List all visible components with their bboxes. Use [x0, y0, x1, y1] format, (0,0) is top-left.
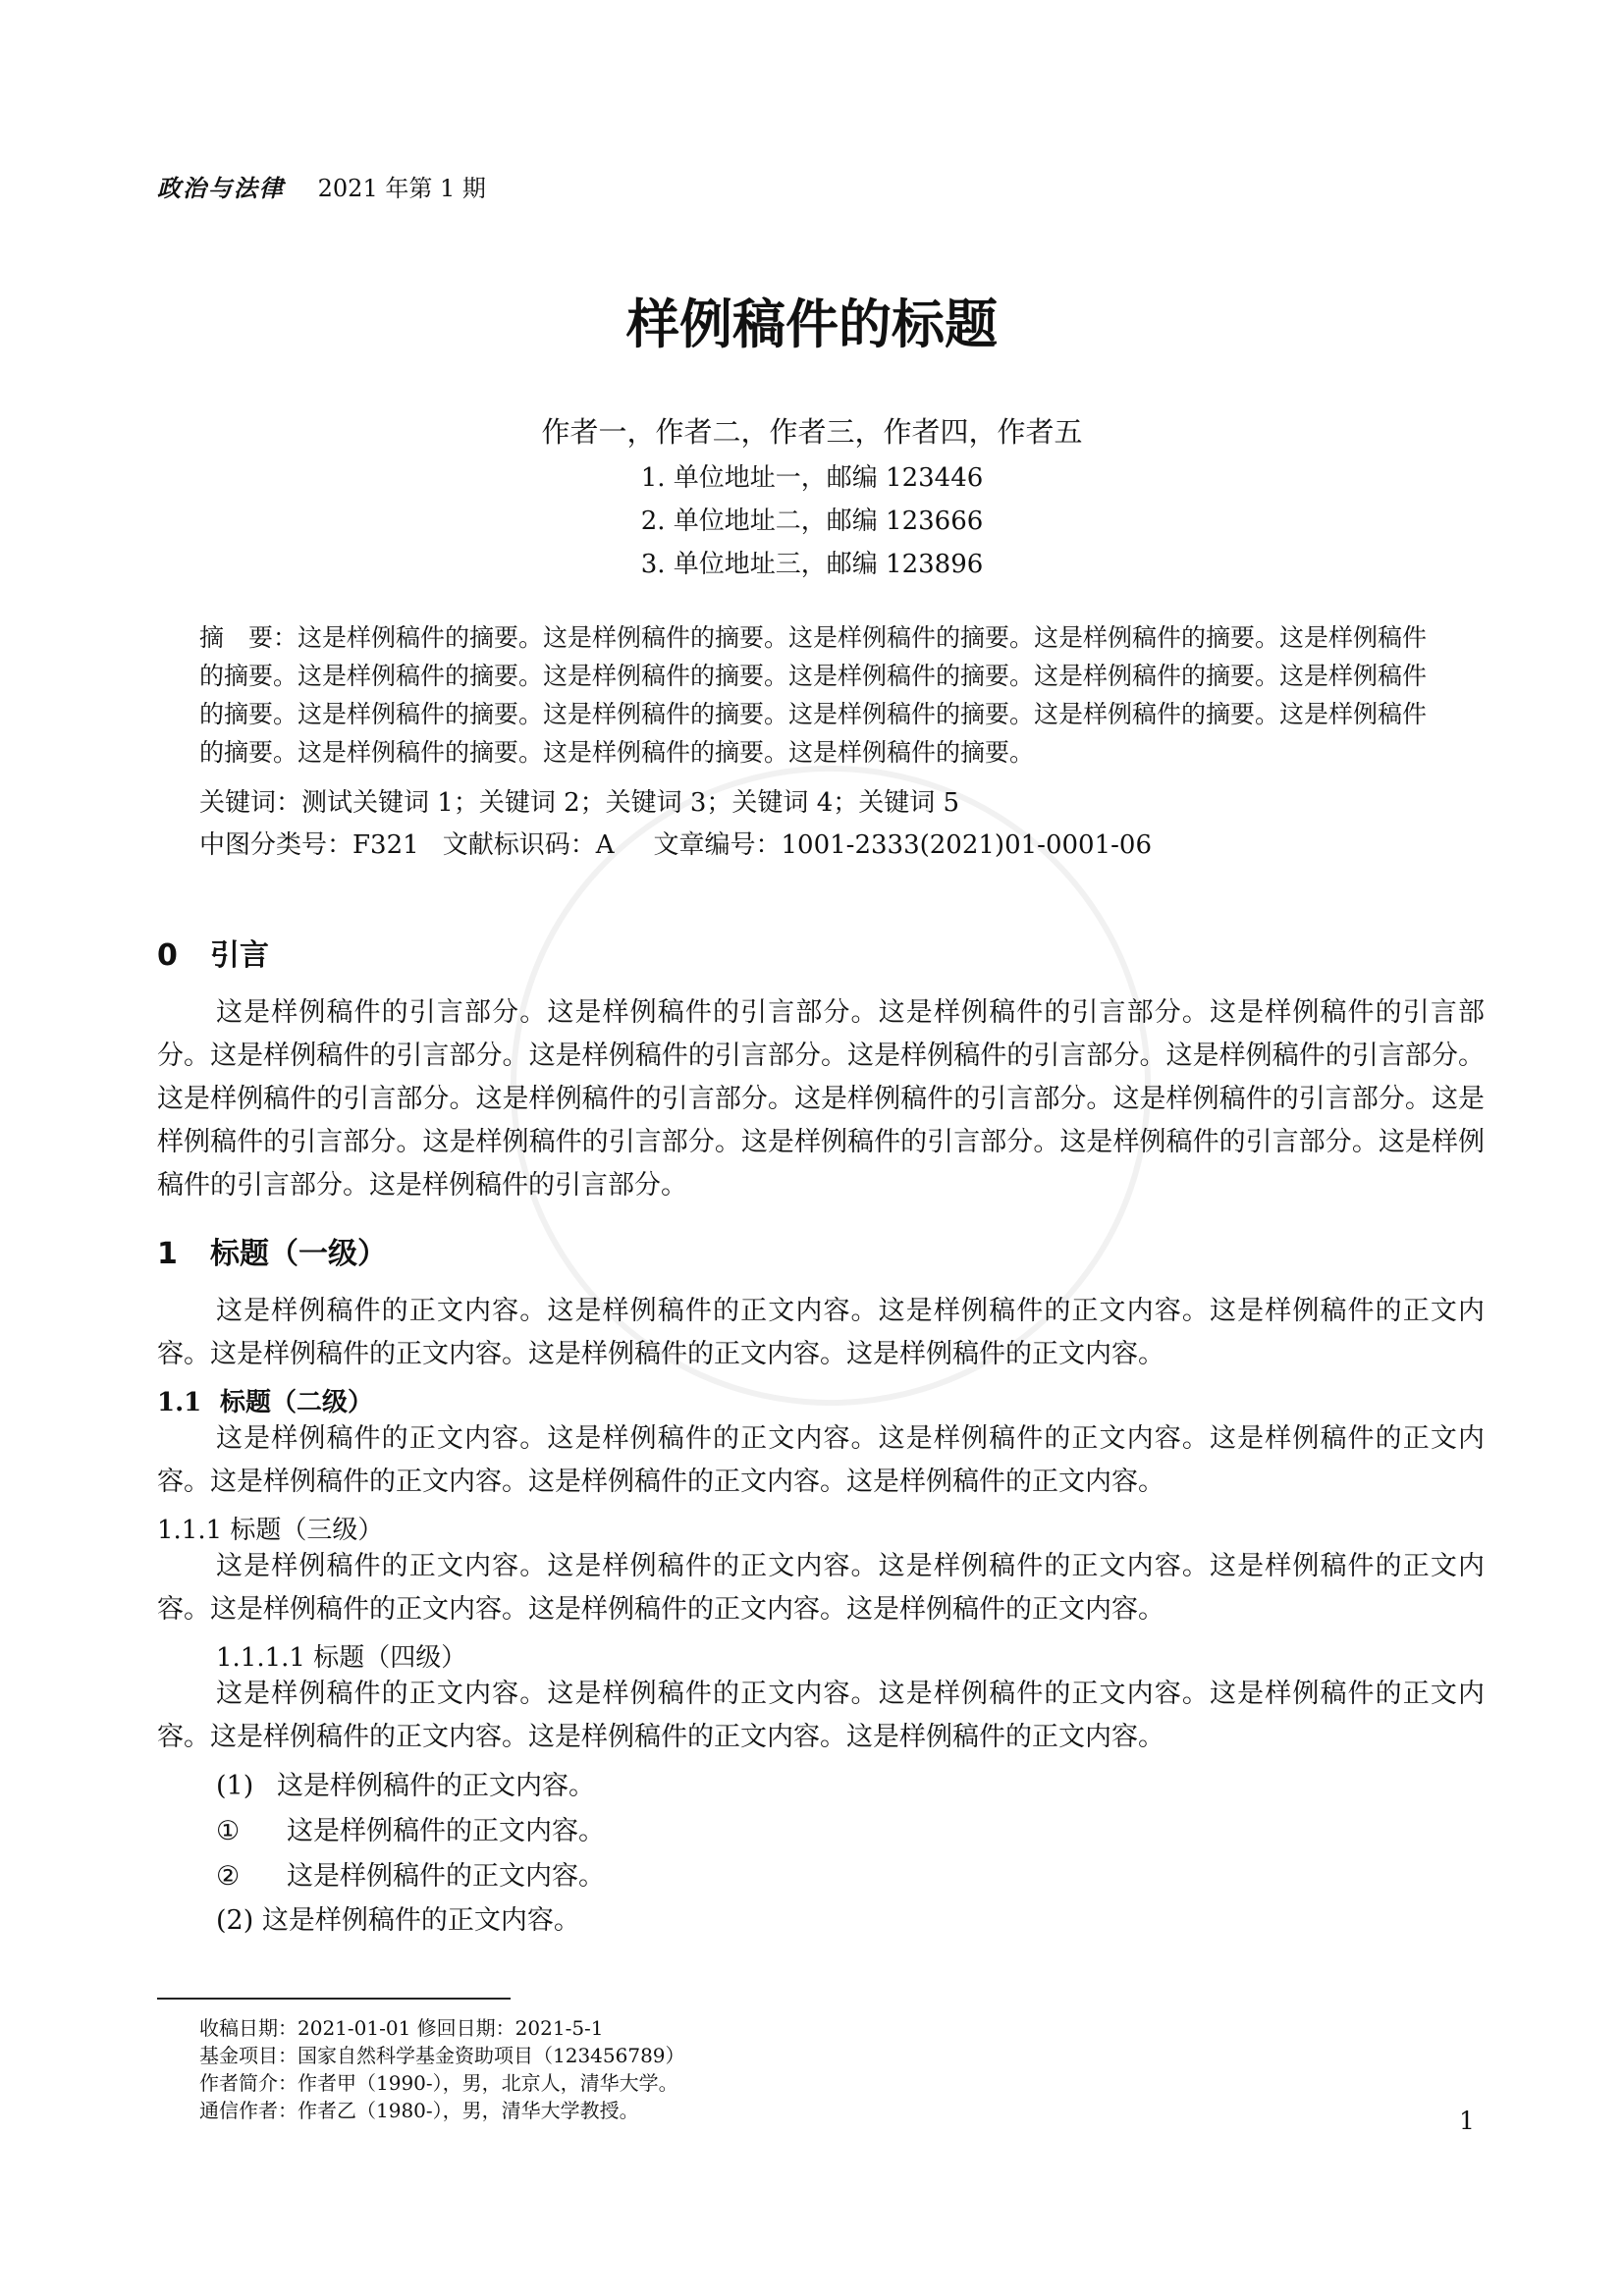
author-list: 作者一，作者二，作者三，作者四，作者五 — [541, 415, 1083, 449]
section-number: 0 — [157, 938, 178, 973]
classification-line — [199, 825, 1152, 861]
keywords-label: 关键词： — [199, 788, 302, 818]
affiliation-3: 3. 单位地址三，邮编 123896 — [640, 550, 984, 579]
footnote-received: 收稿日期：2021-01-01 修回日期：2021-5-1 — [199, 2016, 604, 2040]
section-heading-1 — [157, 1229, 387, 1272]
footnote-author-bio: 作者简介：作者甲（1990-），男，北京人，清华大学。 — [199, 2071, 678, 2095]
article-number-value: 1001-2333(2021)01-0001-06 — [781, 830, 1152, 860]
section-heading-1-1-1-1: 1.1.1.1 标题（四级） — [216, 1643, 467, 1673]
doc-code-label: 文献标识码： — [442, 830, 596, 860]
section-1-1-1-1-paragraph: 这是样例稿件的正文内容。这是样例稿件的正文内容。这是样例稿件的正文内容。这是样例稿件的正文内容。这是样例稿件的正文内容。这是样例稿件的正文内容。这是样例稿件的正文内容。 — [157, 1679, 1485, 1752]
clc-value: F321 — [352, 830, 419, 860]
issue-number: 2021 年第 1 期 — [317, 175, 486, 202]
doc-code-value: A — [595, 830, 615, 860]
page-number: 1 — [1459, 2107, 1475, 2135]
journal-name: 政治与法律 — [157, 174, 285, 202]
section-heading-1-1 — [157, 1382, 373, 1418]
section-title: 标题（二级） — [220, 1388, 374, 1417]
section-title: 引言 — [210, 938, 269, 973]
section-title: 标题（一级） — [210, 1237, 387, 1271]
footnote-divider — [157, 1998, 511, 2000]
section-number: 1.1 — [157, 1388, 202, 1417]
list-marker: (1) — [216, 1771, 254, 1801]
list-marker: ① — [216, 1816, 241, 1846]
abstract-text: 这是样例稿件的摘要。这是样例稿件的摘要。这是样例稿件的摘要。这是样例稿件的摘要。这是样例稿件的摘要。这是样例稿件的摘要。这是样例稿件的摘要。这是样例稿件的摘要。这是样例稿件的摘要。这是样例稿件的摘要。这是样例稿件的摘要。这是样例稿件的摘要。这是样例稿件的摘要。这是样例稿件的摘要。这是样例稿件的摘要。这是样例稿件的摘要。这是样例稿件的摘要。这是样例稿件的摘要。 — [199, 623, 1428, 767]
section-1-1-paragraph: 这是样例稿件的正文内容。这是样例稿件的正文内容。这是样例稿件的正文内容。这是样例稿件的正文内容。这是样例稿件的正文内容。这是样例稿件的正文内容。这是样例稿件的正文内容。 — [157, 1423, 1485, 1497]
list-text: 这是样例稿件的正文内容。 — [277, 1771, 595, 1801]
intro-paragraph: 这是样例稿件的引言部分。这是样例稿件的引言部分。这是样例稿件的引言部分。这是样例稿件的引言部分。这是样例稿件的引言部分。这是样例稿件的引言部分。这是样例稿件的引言部分。这是样例稿件的引言部分。这是样例稿件的引言部分。这是样例稿件的引言部分。这是样例稿件的引言部分。这是样例稿件的引言部分。这是样例稿件的引言部分。这是样例稿件的引言部分。这是样例稿件的引言部分。这是样例稿件的引言部分。这是样例稿件的引言部分。这是样例稿件的引言部分。 — [157, 997, 1485, 1201]
section-number: 1 — [157, 1237, 178, 1271]
section-heading-intro — [157, 931, 269, 974]
keywords — [199, 782, 959, 819]
list-text: 这是样例稿件的正文内容。 — [287, 1861, 605, 1892]
affiliation-1: 1. 单位地址一，邮编 123446 — [640, 463, 984, 493]
list-item — [216, 1809, 605, 1847]
running-head — [157, 169, 486, 203]
footnote-corresponding: 通信作者：作者乙（1980-），男，清华大学教授。 — [199, 2099, 639, 2122]
section-1-paragraph: 这是样例稿件的正文内容。这是样例稿件的正文内容。这是样例稿件的正文内容。这是样例稿件的正文内容。这是样例稿件的正文内容。这是样例稿件的正文内容。这是样例稿件的正文内容。 — [157, 1296, 1485, 1369]
list-marker: ② — [216, 1861, 241, 1892]
list-item — [216, 1764, 595, 1802]
footnote-funding: 基金项目：国家自然科学基金资助项目（123456789） — [199, 2044, 685, 2067]
clc-label: 中图分类号： — [199, 830, 353, 860]
article-number-label: 文章编号： — [653, 830, 782, 860]
list-text: 这是样例稿件的正文内容。 — [261, 1905, 580, 1936]
list-marker: (2) — [216, 1905, 254, 1936]
section-1-1-1-paragraph: 这是样例稿件的正文内容。这是样例稿件的正文内容。这是样例稿件的正文内容。这是样例稿件的正文内容。这是样例稿件的正文内容。这是样例稿件的正文内容。这是样例稿件的正文内容。 — [157, 1551, 1485, 1625]
list-item — [216, 1854, 605, 1893]
paper-title: 样例稿件的标题 — [626, 294, 998, 355]
list-item — [216, 1898, 580, 1937]
affiliation-2: 2. 单位地址二，邮编 123666 — [640, 507, 984, 536]
keywords-text: 测试关键词 1；关键词 2；关键词 3；关键词 4；关键词 5 — [301, 788, 960, 818]
abstract — [199, 618, 1438, 772]
abstract-label: 摘 要： — [199, 623, 298, 652]
section-heading-1-1-1: 1.1.1 标题（三级） — [157, 1516, 384, 1545]
list-text: 这是样例稿件的正文内容。 — [287, 1816, 605, 1846]
